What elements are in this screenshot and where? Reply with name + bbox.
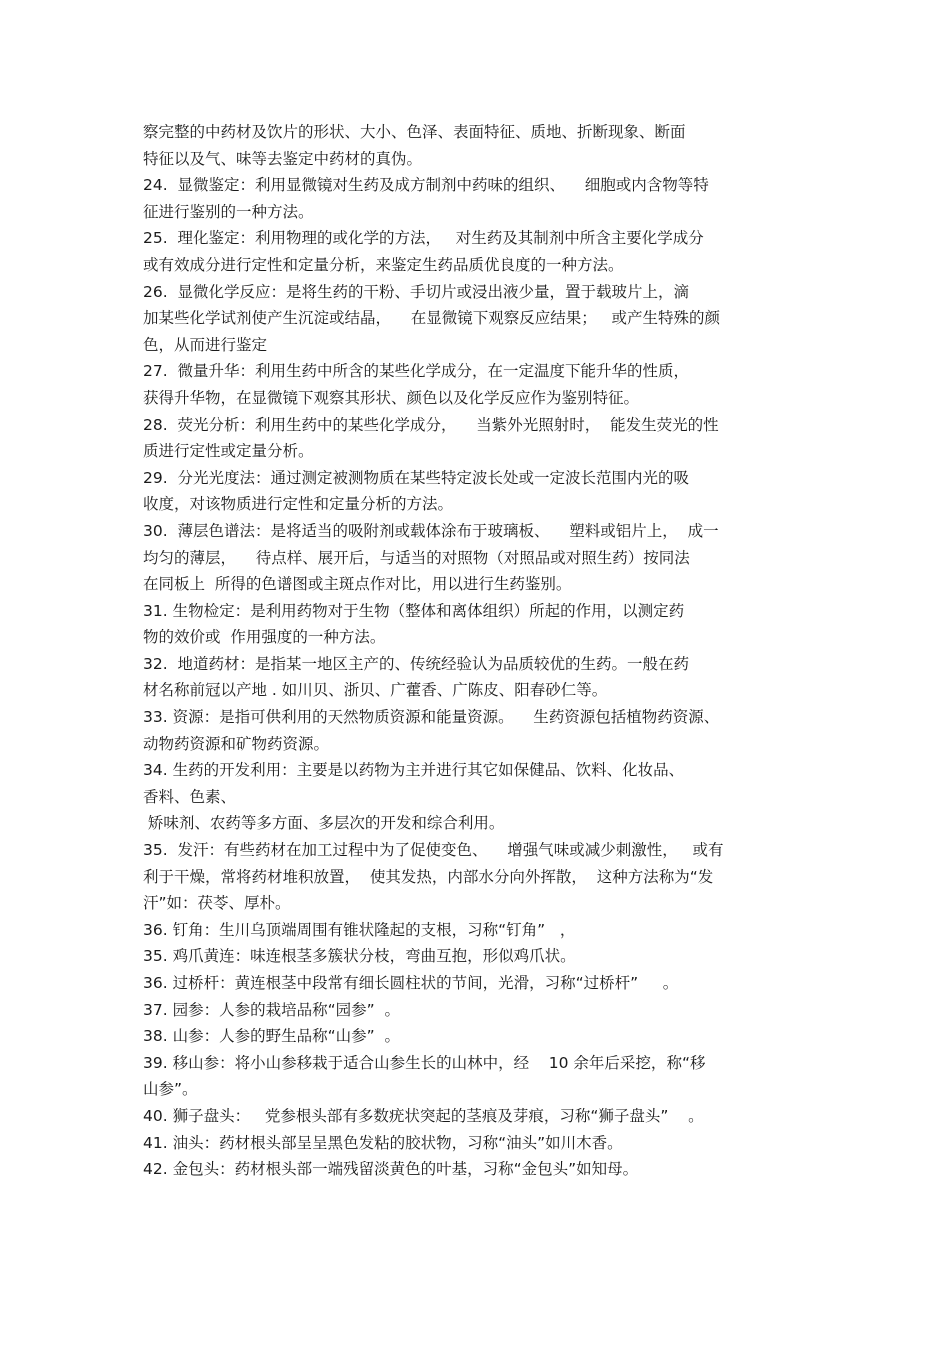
text-line: 31. 生物检定：是利用药物对于生物（整体和离体组织）所起的作用，以测定药	[143, 601, 685, 620]
text-line: 材名称前冠以产地 . 如川贝、浙贝、广藿香、广陈皮、阳春砂仁等。	[143, 681, 608, 700]
text-line: 质进行定性或定量分析。	[143, 442, 314, 461]
text-line: 30. 薄层色谱法：是将适当的吸附剂或载体涂布于玻璃板、 塑料或铝片上， 成一	[143, 521, 719, 540]
text-line: 35. 鸡爪黄连：味连根茎多簇状分枝，弯曲互抱，形似鸡爪状。	[143, 947, 576, 966]
text-line: 26. 显微化学反应：是将生药的干粉、手切片或浸出液少量，置于载玻片上，滴	[143, 282, 690, 301]
document-body	[143, 119, 813, 1183]
text-line: 在同板上 所得的色谱图或主斑点作对比，用以进行生药鉴别。	[143, 575, 572, 594]
text-line: 32. 地道药材：是指某一地区主产的、传统经验认为品质较优的生药。一般在药	[143, 654, 690, 673]
text-line: 香料、色素、	[143, 787, 237, 806]
text-line: 获得升华物，在显微镜下观察其形状、颜色以及化学反应作为鉴别特征。	[143, 388, 640, 407]
text-line: 动物药资源和矿物药资源。	[143, 734, 330, 753]
text-line: 24. 显微鉴定：利用显微镜对生药及成方制剂中药味的组织、 细胞或内含物等特	[143, 176, 709, 195]
text-line: 29. 分光光度法：通过测定被测物质在某些特定波长处或一定波长范围内光的吸	[143, 468, 690, 487]
text-line: 特征以及气、味等去鉴定中药材的真伪。	[143, 149, 423, 168]
text-line: 均匀的薄层， 待点样、展开后，与适当的对照物（对照品或对照生药）按同法	[143, 548, 690, 567]
text-line: 34. 生药的开发利用：主要是以药物为主并进行其它如保健品、饮料、化妆品、	[143, 761, 685, 780]
text-line: 35. 发汗：有些药材在加工过程中为了促使变色、 增强气味或减少刺激性， 或有	[143, 841, 724, 860]
text-line: 25. 理化鉴定：利用物理的或化学的方法， 对生药及其制剂中所含主要化学成分	[143, 229, 704, 248]
text-line: 33. 资源：是指可供利用的天然物质资源和能量资源。 生药资源包括植物药资源、	[143, 708, 720, 727]
text-line: 40. 狮子盘头： 党参根头部有多数疣状突起的茎痕及芽痕，习称“狮子盘头” 。	[143, 1106, 704, 1125]
text-line: 征进行鉴别的一种方法。	[143, 202, 314, 221]
text-line: 山参”。	[143, 1080, 198, 1099]
text-line: 37. 园参：人参的栽培品称“园参” 。	[143, 1000, 400, 1019]
text-line: 28. 荧光分析：利用生药中的某些化学成分， 当紫外光照射时， 能发生荧光的性	[143, 415, 719, 434]
text-line: 汗”如：茯苓、厚朴。	[143, 894, 291, 913]
text-line: 物的效价或 作用强度的一种方法。	[143, 628, 386, 647]
text-line: 色，从而进行鉴定	[143, 335, 268, 354]
text-line: 39. 移山参：将小山参移栽于适合山参生长的山林中，经 10 余年后采挖，称“移	[143, 1053, 706, 1072]
text-line: 加某些化学试剂使产生沉淀或结晶， 在显微镜下观察反应结果； 或产生特殊的颜	[143, 309, 720, 328]
text-line: 利于干燥，常将药材堆积放置， 使其发热，内部水分向外挥散， 这种方法称为“发	[143, 867, 714, 886]
text-line: 41. 油头：药材根头部呈呈黑色发粘的胶状物，习称“油头”如川木香。	[143, 1133, 623, 1152]
text-line: 矫味剂、农药等多方面、多层次的开发和综合利用。	[143, 814, 505, 833]
text-line: 27. 微量升华：利用生药中所含的某些化学成分，在一定温度下能升华的性质，	[143, 362, 690, 381]
text-line: 36. 钉角：生川乌顶端周围有锥状隆起的支根，习称“钉角” ，	[143, 920, 576, 939]
text-line: 或有效成分进行定性和定量分析，来鉴定生药品质优良度的一种方法。	[143, 255, 624, 274]
text-line: 42. 金包头：药材根头部一端残留淡黄色的叶基，习称“金包头”如知母。	[143, 1160, 639, 1179]
text-line: 察完整的中药材及饮片的形状、大小、色泽、表面特征、质地、折断现象、断面	[143, 123, 686, 141]
text-line: 38. 山参：人参的野生品称“山参” 。	[143, 1027, 400, 1046]
text-line: 36. 过桥杆：黄连根茎中段常有细长圆柱状的节间，光滑，习称“过桥杆” 。	[143, 974, 679, 992]
text-line: 收度，对该物质进行定性和定量分析的方法。	[143, 495, 454, 514]
